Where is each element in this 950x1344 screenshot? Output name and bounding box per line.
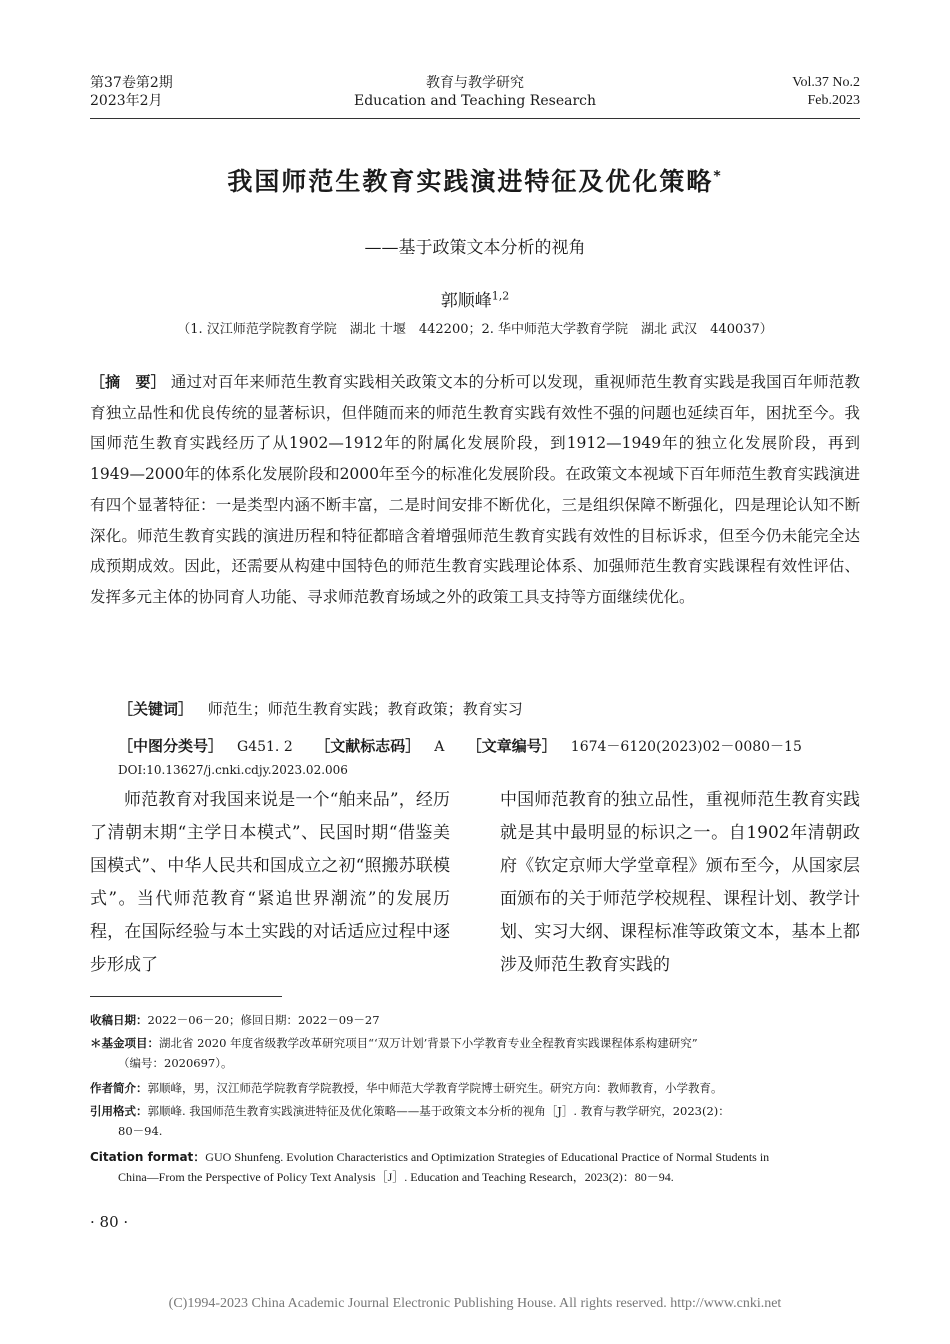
keywords <box>118 697 860 721</box>
fund-label: ＊基金项目： <box>90 1036 159 1050</box>
body-column-right: 中国师范教育的独立品性，重视师范生教育实践就是其中最明显的标识之一。自1902年清朝政府《钦定京师大学堂章程》颁布至今，从国家层面颁布的关于师范学校规程、课程计划、教学计划、实习大纲、课程标准等政策文本，基本上都涉及师范生教育实践的 <box>500 790 860 975</box>
footnote-citation <box>90 1101 860 1141</box>
citation-text: 郭顺峰. 我国师范生教育实践演进特征及优化策略——基于政策文本分析的视角［J］. 教育与教学研究，2023(2)： <box>147 1104 730 1118</box>
received-label: 收稿日期： <box>90 1013 148 1027</box>
doi: DOI:10.13627/j.cnki.cdjy.2023.02.006 <box>118 763 348 777</box>
running-header-center <box>250 74 700 110</box>
running-header-right <box>792 74 860 110</box>
article-number-value: 1674－6120(2023)02－0080－15 <box>570 739 802 755</box>
volume-en: Vol.37 No.2 <box>792 75 860 90</box>
abstract <box>90 367 860 613</box>
abstract-label: ［摘 要］ <box>90 373 166 391</box>
author-name: 郭顺峰 <box>440 291 492 311</box>
abstract-text: 通过对百年来师范生教育实践相关政策文本的分析可以发现，重视师范生教育实践是我国百年师范教育独立品性和优良传统的显著标识，但伴随而来的师范生教育实践有效性不强的问题也延续百年，困扰至今。我国师范生教育实践经历了从1902—1912年的附属化发展阶段，到1912—1949年的独立化发展阶段，再到1949—2000年的体系化发展阶段和2000年至今的标准化发展阶段。在政策文本视域下百年师范生教育实践演进有四个显著特征：一是类型内涵不断丰富，二是时间安排不断优化，三是组织保障不断强化，四是理论认知不断深化。师范生教育实践的演进历程和特征都暗含着增强师范生教育实践有效性的目标诉求，但至今仍未能完全达成预期成效。因此，还需要从构建中国特色的师范生教育实践理论体系、加强师范生教育实践课程有效性评估、发挥多元主体的协同育人功能、寻求师范教育场域之外的政策工具支持等方面继续优化。 <box>90 373 860 606</box>
keywords-text: 师范生；师范生教育实践；教育政策；教育实习 <box>207 700 523 718</box>
journal-name-cn: 教育与教学研究 <box>426 75 524 91</box>
running-header-left <box>90 74 173 110</box>
citation-en-continuation: China—From the Perspective of Policy Text Analysis［J］. Education and Teaching Research，2023(2)：80－94. <box>118 1170 674 1184</box>
author-bio-text: 郭顺峰，男，汉江师范学院教育学院教授，华中师范大学教育学院博士研究生。研究方向：教师教育，小学教育。 <box>147 1081 723 1095</box>
body-column-left: 师范教育对我国来说是一个“舶来品”，经历了清朝末期“主学日本模式”、民国时期“借鉴美国模式”、中华人民共和国成立之初“照搬苏联模式”。当代师范教育“紧追世界潮流”的发展历程，在国际经验与本土实践的对话适应过程中逐步形成了 <box>90 790 450 975</box>
citation-label: 引用格式： <box>90 1104 148 1118</box>
affiliation: （1. 汉江师范学院教育学院 湖北 十堰 442200；2. 华中师范大学教育学院 湖北 武汉 440037） <box>177 322 773 337</box>
fund-text: 湖北省 2020 年度省级教学改革研究项目“‘双万计划’背景下小学教育专业全程教育实践课程体系构建研究” <box>159 1036 698 1050</box>
header-rule <box>90 118 860 119</box>
keywords-label: ［关键词］ <box>118 700 194 718</box>
doc-code-label: ［文献标志码］ <box>315 737 421 755</box>
footnote-received <box>90 1010 860 1030</box>
copyright-notice: (C)1994-2023 China Academic Journal Electronic Publishing House. All rights reserved. http://www.cnki.net <box>168 1296 782 1311</box>
author-line <box>90 286 860 311</box>
article-number-label: ［文章编号］ <box>466 737 557 755</box>
footnote-fund <box>90 1033 860 1073</box>
received-text: 2022－06－20；修回日期：2022－09－27 <box>147 1013 380 1027</box>
article-subtitle: ——基于政策文本分析的视角 <box>364 238 586 258</box>
clc-label: ［中图分类号］ <box>118 737 224 755</box>
title-text: 我国师范生教育实践演进特征及优化策略 <box>227 167 714 196</box>
author-bio-label: 作者简介： <box>90 1081 148 1095</box>
author-affil-mark: 1,2 <box>491 289 510 303</box>
page-number: · 80 · <box>90 1213 129 1231</box>
fund-continuation: （编号：2020697）。 <box>118 1056 233 1070</box>
journal-name-en: Education and Teaching Research <box>354 93 596 109</box>
issue-cn: 第37卷第2期 <box>90 75 173 91</box>
footnote-citation-en <box>90 1147 860 1187</box>
title-footnote-mark: * <box>713 168 723 185</box>
footnote-rule <box>90 996 282 997</box>
article-title <box>90 162 860 198</box>
doc-code-value: A <box>434 739 445 755</box>
citation-continuation: 80－94. <box>118 1124 163 1138</box>
citation-en-label: Citation format： <box>90 1150 206 1164</box>
date-cn: 2023年2月 <box>90 93 163 109</box>
footnote-author <box>90 1078 860 1098</box>
citation-en-text: GUO Shunfeng. Evolution Characteristics and Optimization Strategies of Educational Practice of Normal Students in <box>205 1150 770 1164</box>
date-en: Feb.2023 <box>807 93 860 108</box>
clc-value: G451. 2 <box>237 739 293 755</box>
classification-row <box>118 734 860 759</box>
